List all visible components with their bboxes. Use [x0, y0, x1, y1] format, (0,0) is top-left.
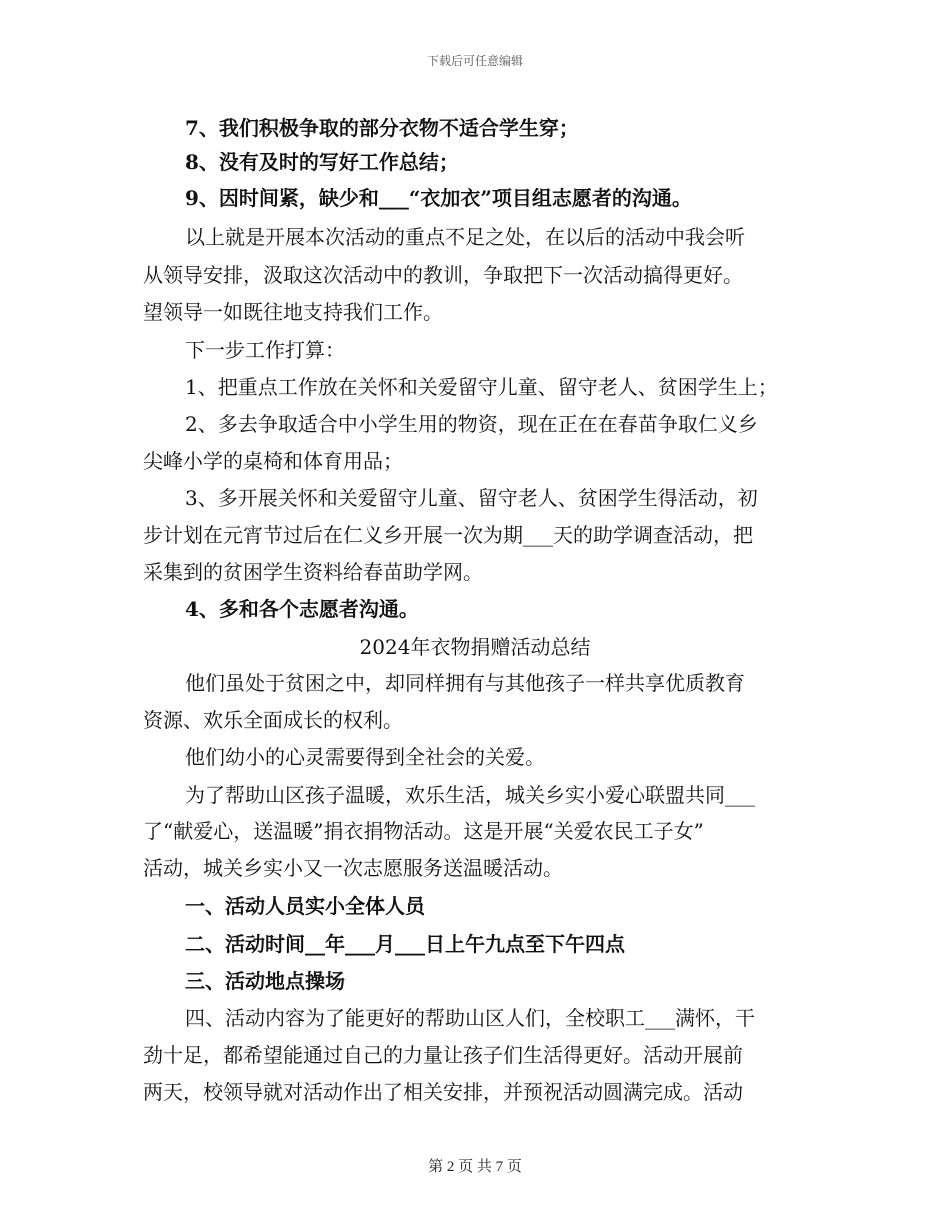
text-line: 尖峰小学的桌椅和体育用品；: [143, 449, 403, 473]
text-line: 三、活动地点操场: [185, 969, 345, 993]
text-line: 劲十足，都希望能通过自己的力量让孩子们生活得更好。活动开展前: [143, 1043, 743, 1067]
text-line: 二、活动时间__年___月___日上午九点至下午四点: [185, 932, 625, 956]
text-line: 9、因时间紧，缺少和___“衣加衣”项目组志愿者的沟通。: [185, 186, 692, 210]
text-line: 为了帮助山区孩子温暖，欢乐生活，城关乡实小爱心联盟共同___: [185, 783, 755, 807]
text-line: 活动，城关乡实小又一次志愿服务送温暖活动。: [143, 856, 563, 880]
text-line: 他们幼小的心灵需要得到全社会的关爱。: [185, 745, 545, 769]
text-line: 四、活动内容为了能更好的帮助山区人们，全校职工___满怀，干: [185, 1006, 755, 1030]
text-line: 以上就是开展本次活动的重点不足之处，在以后的活动中我会听: [185, 225, 745, 249]
text-line: 一、活动人员实小全体人员: [185, 894, 425, 918]
text-line: 3、多开展关怀和关爱留守儿童、留守老人、贫困学生得活动，初: [185, 486, 758, 510]
page-footer: 第 2 页 共 7 页: [428, 1159, 522, 1175]
text-line: 步计划在元宵节过后在仁义乡开展一次为期___天的助学调查活动，把: [143, 523, 753, 547]
text-line: 两天，校领导就对活动作出了相关安排，并预祝活动圆满完成。活动: [143, 1080, 743, 1104]
text-line: 采集到的贫困学生资料给春苗助学网。: [143, 560, 483, 584]
text-line: 8、没有及时的写好工作总结；: [185, 150, 459, 174]
text-line: 从领导安排，汲取这次活动中的教训，争取把下一次活动搞得更好。: [143, 263, 743, 287]
text-line: 资源、欢乐全面成长的权利。: [143, 708, 403, 732]
text-line: 4、多和各个志愿者沟通。: [185, 597, 419, 621]
text-line: 他们虽处于贫困之中，却同样拥有与其他孩子一样共享优质教育: [185, 671, 745, 695]
section-title: 2024年衣物捐赠活动总结: [359, 635, 591, 659]
text-line: 下一步工作打算：: [185, 338, 345, 362]
page-header: 下载后可任意编辑: [426, 54, 523, 68]
text-line: 1、把重点工作放在关怀和关爱留守儿童、留守老人、贫困学生上；: [185, 375, 778, 399]
text-line: 望领导一如既往地支持我们工作。: [143, 300, 443, 324]
text-line: 了“献爱心，送温暖”捐衣捐物活动。这是开展“关爱农民工子女”: [143, 819, 704, 843]
text-line: 2、多去争取适合中小学生用的物资，现在正在在春苗争取仁义乡: [185, 412, 758, 436]
text-line: 7、我们积极争取的部分衣物不适合学生穿；: [185, 116, 579, 140]
